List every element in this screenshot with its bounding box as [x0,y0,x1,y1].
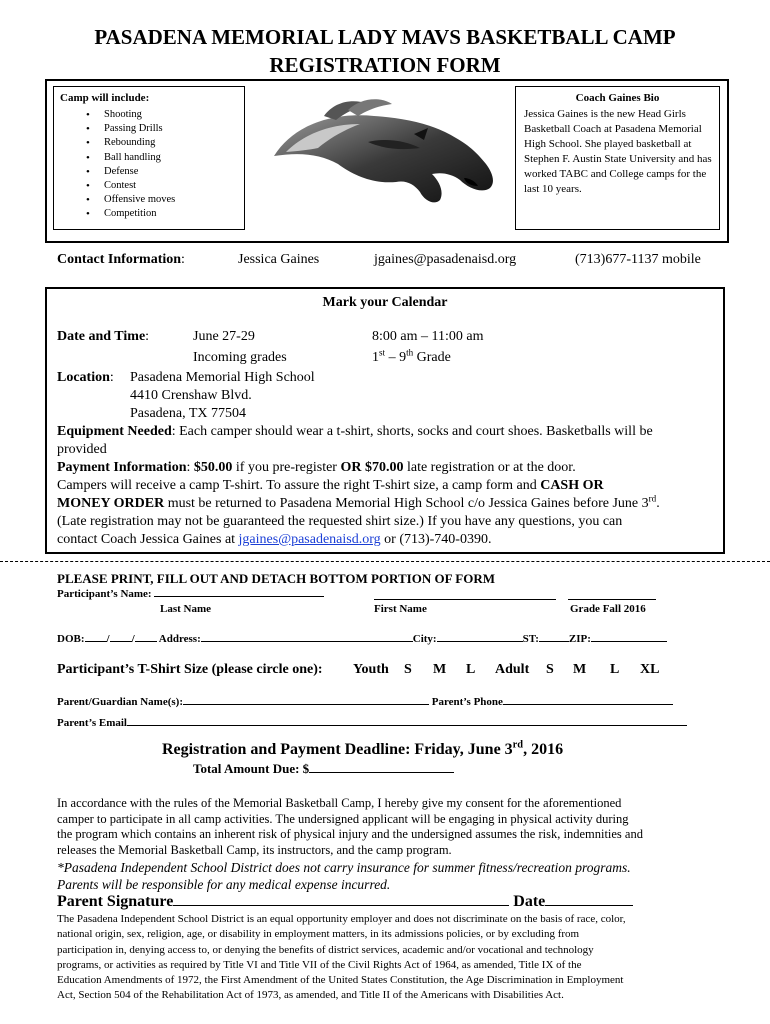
camp-includes-box [53,86,245,230]
consent-line: camper to participate in all camp activities. The undersigned applicant will be engaging in physical activity during [57,811,629,826]
late-registration-line: (Late registration may not be guaranteed the requested shirt size.) If you have any questions, you can [57,514,623,529]
detach-line [0,561,770,562]
youth-size-m[interactable]: M [433,662,447,677]
coach-bio-box [515,86,720,230]
tshirt-size-label: Participant’s T-Shirt Size (please circle one): [57,662,323,677]
youth-size-l[interactable]: L [466,662,476,677]
youth-label: Youth [353,662,389,677]
list-item: • Passing Drills [86,122,175,136]
mustang-logo-icon [264,94,504,209]
eeo-line: national origin, sex, religion, age, or disability in employment matters, in its admissions policies, or by excluding from [57,928,580,941]
location-line3: Pasadena, TX 77504 [130,406,246,421]
adult-size-s[interactable]: S [546,662,554,677]
contact-label: Contact Information: [57,252,185,267]
participant-name-row: Participant’s Name: [57,588,324,600]
form-title-line2: REGISTRATION FORM [269,53,501,77]
adult-size-xl[interactable]: XL [640,662,660,677]
list-item: • Offensive moves [86,193,175,207]
camp-time: 8:00 am – 11:00 am [372,329,484,344]
adult-size-l[interactable]: L [610,662,620,677]
youth-size-s[interactable]: S [404,662,412,677]
camp-dates: June 27-29 [193,329,255,344]
eeo-line: The Pasadena Independent School District is an equal opportunity employer and does not discriminate on the basis of race, color, [57,913,626,925]
insurance-notice [57,859,631,893]
deadline-heading: Registration and Payment Deadline: Friday, June 3rd, 2016 [162,739,564,758]
coach-email-link[interactable]: jgaines@pasadenaisd.org [238,532,381,547]
equipment-line1: Equipment Needed: Each camper should wear a t-shirt, shorts, socks and court shoes. Basketballs will be [57,424,653,439]
total-amount-row: Total Amount Due: $ [193,761,454,777]
payment-line: Payment Information: $50.00 if you pre-register OR $70.00 late registration or at the door. [57,460,576,475]
shirt-line: Campers will receive a camp T-shirt. To assure the right T-shirt size, a camp form and CASH OR [57,478,604,493]
calendar-header: Mark your Calendar [322,295,448,310]
coach-bio-text: Jessica Gaines is the new Head Girls Basketball Coach at Pasadena Memorial High School. She played basketball at Stephen F. Austin State University and has worked TABC and College camps for the last 10 years. [524,108,712,195]
eeo-line: programs, or activities as required by Title VI and Title VII of the Civil Rights Act of 1964, as amended, Title IX of the [57,958,582,971]
grade-range: 1st – 9th Grade [372,347,451,365]
dob-address-row: DOB: / / Address: City: ST: ZIP: [57,633,667,645]
consent-line: the program which contains an inherent risk of physical injury and the undersigned assumes the risk, indemnities and [57,827,643,842]
consent-line: releases the Memorial Basketball Camp, its instructors, and the camp program. [57,842,452,857]
first-name-label: First Name [374,603,427,615]
grade-label: Grade Fall 2016 [570,603,646,615]
list-item: • Ball handling [86,151,175,165]
date-time-label: Date and Time: [57,329,150,344]
location-label: Location: [57,370,114,385]
camp-includes-header: Camp will include: [60,92,150,104]
camp-includes-list [86,108,175,222]
parent-names-row: Parent/Guardian Name(s): Parent’s Phone [57,696,673,708]
eeo-line: participation in, denying access to, or denying the benefits of district services, academic and/or vocational and technology [57,943,594,956]
eeo-statement [57,912,626,1004]
list-item: • Competition [86,207,175,221]
contact-name: Jessica Gaines [238,252,320,267]
last-name-label: Last Name [160,603,212,615]
first-name-field[interactable] [374,599,556,600]
list-item: • Defense [86,165,175,179]
consent-paragraph [57,796,643,858]
list-item: • Contest [86,179,175,193]
parent-email-row: Parent’s Email [57,717,687,729]
adult-label: Adult [495,662,530,677]
list-item: • Shooting [86,108,175,122]
money-order-line: MONEY ORDER must be returned to Pasadena Memorial High School c/o Jessica Gaines before June 3rd. [57,493,660,511]
coach-bio-header: Coach Gaines Bio [575,92,660,104]
location-line2: 4410 Crenshaw Blvd. [130,388,252,403]
grade-field[interactable] [568,599,656,600]
contact-phone: (713)677-1137 mobile [575,252,701,267]
insurance-line: *Pasadena Independent School District does not carry insurance for summer fitness/recreation programs. [57,860,631,875]
eeo-line: Education Amendments of 1972, the First Amendment of the United States Constitution, the Age Discrimination in Employment [57,974,624,987]
equipment-line2: provided [57,442,107,457]
detach-instructions: PLEASE PRINT, FILL OUT AND DETACH BOTTOM PORTION OF FORM [57,571,495,586]
form-title-line1: PASADENA MEMORIAL LADY MAVS BASKETBALL CAMP [94,25,676,49]
eeo-line: Act, Section 504 of the Rehabilitation Act of 1973, as amended, and Title II of the Americans with Disabilities Act. [57,989,564,1002]
adult-size-m[interactable]: M [573,662,587,677]
contact-email[interactable]: jgaines@pasadenaisd.org [374,252,517,267]
insurance-line: Parents will be responsible for any medical expense incurred. [57,877,391,892]
location-line1: Pasadena Memorial High School [130,370,315,385]
signature-row: Parent Signature Date [57,893,633,911]
list-item: • Rebounding [86,136,175,150]
incoming-grades-label: Incoming grades [193,350,287,365]
consent-line: In accordance with the rules of the Memorial Basketball Camp, I hereby give my consent for the aforementioned [57,796,622,810]
contact-coach-line: contact Coach Jessica Gaines at jgaines@pasadenaisd.org or (713)-740-0390. [57,532,492,547]
